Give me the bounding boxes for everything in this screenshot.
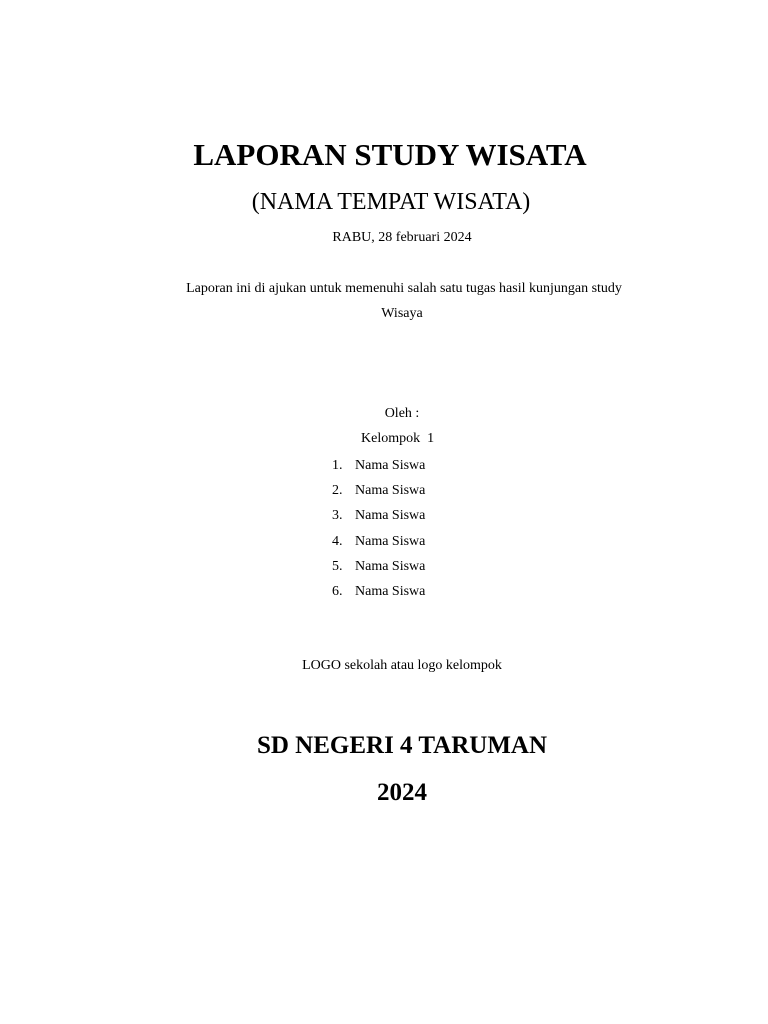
list-item <box>327 533 425 558</box>
list-item-number: 6. <box>332 583 343 599</box>
list-item-number: 1. <box>332 458 343 473</box>
member-name: Nama Siswa <box>355 558 426 574</box>
list-item <box>327 507 425 532</box>
member-list <box>327 457 425 608</box>
by-label: Oleh : <box>384 406 420 421</box>
member-name: Nama Siswa <box>355 458 426 473</box>
list-item-number: 3. <box>332 508 343 524</box>
group-label: Kelompok 1 <box>361 431 435 446</box>
school-name: SD NEGERI 4 TARUMAN <box>256 732 548 759</box>
list-item <box>327 558 425 583</box>
report-date: RABU, 28 februari 2024 <box>332 230 472 245</box>
list-item <box>327 457 425 482</box>
logo-placeholder-note: LOGO sekolah atau logo kelompok <box>302 658 502 673</box>
member-name: Nama Siswa <box>355 508 426 524</box>
report-title: LAPORAN STUDY WISATA <box>193 137 587 172</box>
list-item <box>327 583 425 608</box>
list-item-number: 5. <box>332 558 343 574</box>
purpose-text-line-1: Laporan ini di ajukan untuk memenuhi salah satu tugas hasil kunjungan study <box>186 281 622 296</box>
report-year: 2024 <box>377 779 427 806</box>
list-item-number: 4. <box>332 533 343 549</box>
member-name: Nama Siswa <box>355 583 426 599</box>
purpose-text-line-2: Wisaya <box>381 306 423 321</box>
list-item <box>327 482 425 507</box>
list-item-number: 2. <box>332 483 343 499</box>
member-name: Nama Siswa <box>355 533 426 549</box>
member-name: Nama Siswa <box>355 483 426 499</box>
report-subtitle: (NAMA TEMPAT WISATA) <box>251 189 531 215</box>
